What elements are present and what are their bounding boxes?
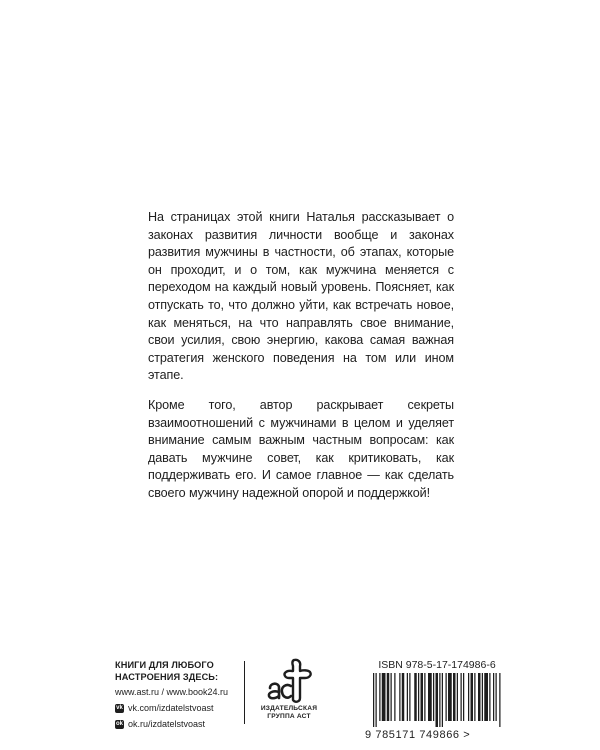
isbn-block [357,659,509,741]
description-paragraph: Кроме того, автор раскрывает секреты взаимоотношений с мужчинами в целом и уделяет внимание самым важным частным вопросам: как давать мужчине совет, как критиковать, как поддерживать его. И самое главное — как сделать своего мужчину надежной опорой и поддержкой! [148,397,454,500]
barcode-bars [365,673,511,729]
publisher-logo-block [252,658,326,721]
vk-icon: vk [116,704,123,711]
vk-link-text: vk.com/izdatelstvoast [128,703,214,713]
vk-link[interactable] [115,702,245,714]
odnoklassniki-icon: ok [115,720,123,727]
ok-link-text: ok.ru/izdatelstvoast [128,719,206,729]
description-paragraph: На страницах этой книги Наталья рассказывает о законах развития личности вообще и законах развития мужчины в частности, об этапах, которые он проходит, и о том, как мужчина меняется с переходом на каждый новый уровень. Поясняет, как отпускать то, что должно уйти, как встречать новое, как меняться, на что направлять свое внимание, свои усилия, свою энергию, какова самая важная стратегия женского поведения на том или ином этапе. [148,210,454,383]
vertical-divider [244,661,245,724]
barcode [365,673,509,741]
promo-websites[interactable]: www.ast.ru / www.book24.ru [115,687,229,697]
promo-heading: КНИГИ ДЛЯ ЛЮБОГО НАСТРОЕНИЯ ЗДЕСЬ: [115,660,219,682]
ok-link[interactable] [115,718,245,730]
book-description [148,209,454,503]
ast-logo-icon [264,658,314,704]
barcode-digits: 9 785171 749866 > [365,729,471,741]
publisher-name: ИЗДАТЕЛЬСКАЯ ГРУППА АСТ [260,705,318,720]
promo-block [115,659,245,730]
isbn-number: ISBN 978-5-17-174986-6 [378,659,496,671]
